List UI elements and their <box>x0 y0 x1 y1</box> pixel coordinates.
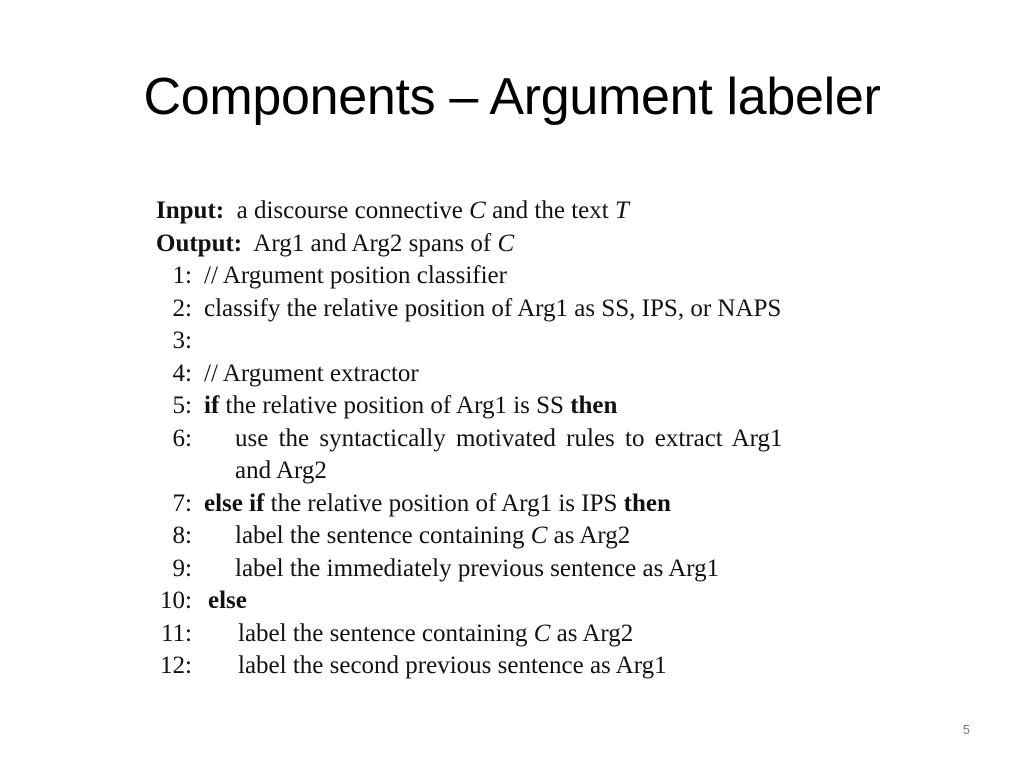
line-number: 9: <box>172 554 192 582</box>
algorithm-line <box>156 325 876 358</box>
line-number: 1: <box>172 262 192 289</box>
algorithm-line <box>156 390 876 423</box>
var-connective: C <box>530 522 548 549</box>
keyword-else: else <box>208 587 247 614</box>
algorithm-line <box>156 423 876 456</box>
var-connective: C <box>533 619 551 647</box>
keyword-if: if <box>204 392 220 419</box>
line-number: 7: <box>172 489 192 517</box>
line-text: label the second previous sentence as Arg1 <box>238 652 667 679</box>
line-number: 4: <box>172 359 192 387</box>
line-number: 2: <box>172 294 192 322</box>
slide-title: Components – Argument labeler <box>143 68 881 126</box>
line-text: as Arg2 <box>556 619 634 647</box>
line-text: label the sentence containing <box>238 619 528 647</box>
input-text-2: and the text <box>492 197 609 224</box>
input-label: Input: <box>156 197 225 224</box>
algorithm-line <box>156 293 876 326</box>
line-text: classify the relative position of Arg1 as SS, IPS, or NAPS <box>204 294 782 322</box>
input-text-1: a discourse connective <box>236 197 463 224</box>
algorithm-line <box>156 618 876 651</box>
algorithm-input-line <box>156 195 876 228</box>
algorithm-line <box>156 553 876 586</box>
line-text: use the syntactically motivated rules to extract Arg1 <box>235 424 783 452</box>
line-number: 5: <box>172 392 192 419</box>
algorithm-listing <box>156 195 876 683</box>
output-text-1: Arg1 and Arg2 spans of <box>253 229 492 257</box>
algorithm-line-continuation <box>156 455 876 488</box>
keyword-then: then <box>623 489 671 517</box>
line-text: label the immediately previous sentence as Arg1 <box>235 554 720 582</box>
line-text: as Arg2 <box>553 522 631 549</box>
algorithm-line <box>156 650 876 683</box>
output-label: Output: <box>156 229 243 257</box>
algorithm-line <box>156 260 876 293</box>
line-number: 8: <box>172 522 192 549</box>
line-text: the relative position of Arg1 is SS <box>225 392 564 419</box>
line-text: label the sentence containing <box>235 522 525 549</box>
input-var-text: T <box>614 197 629 224</box>
keyword-else-if: else if <box>204 489 265 517</box>
line-text: and Arg2 <box>235 457 327 484</box>
line-number: 6: <box>172 424 192 452</box>
line-text: // Argument extractor <box>204 359 419 387</box>
line-number: 12: <box>160 652 192 679</box>
line-number: 3: <box>172 327 192 354</box>
line-number: 11: <box>160 619 192 647</box>
algorithm-output-line <box>156 228 876 261</box>
algorithm-line <box>156 585 876 618</box>
algorithm-line <box>156 358 876 391</box>
algorithm-line <box>156 488 876 521</box>
line-text: the relative position of Arg1 is IPS <box>270 489 618 517</box>
algorithm-line <box>156 520 876 553</box>
input-var-connective: C <box>469 197 486 224</box>
output-var-connective: C <box>497 229 515 257</box>
page-number: 5 <box>962 722 970 737</box>
line-text: // Argument position classifier <box>204 262 507 289</box>
keyword-then: then <box>570 392 618 419</box>
line-number: 10: <box>160 587 192 614</box>
